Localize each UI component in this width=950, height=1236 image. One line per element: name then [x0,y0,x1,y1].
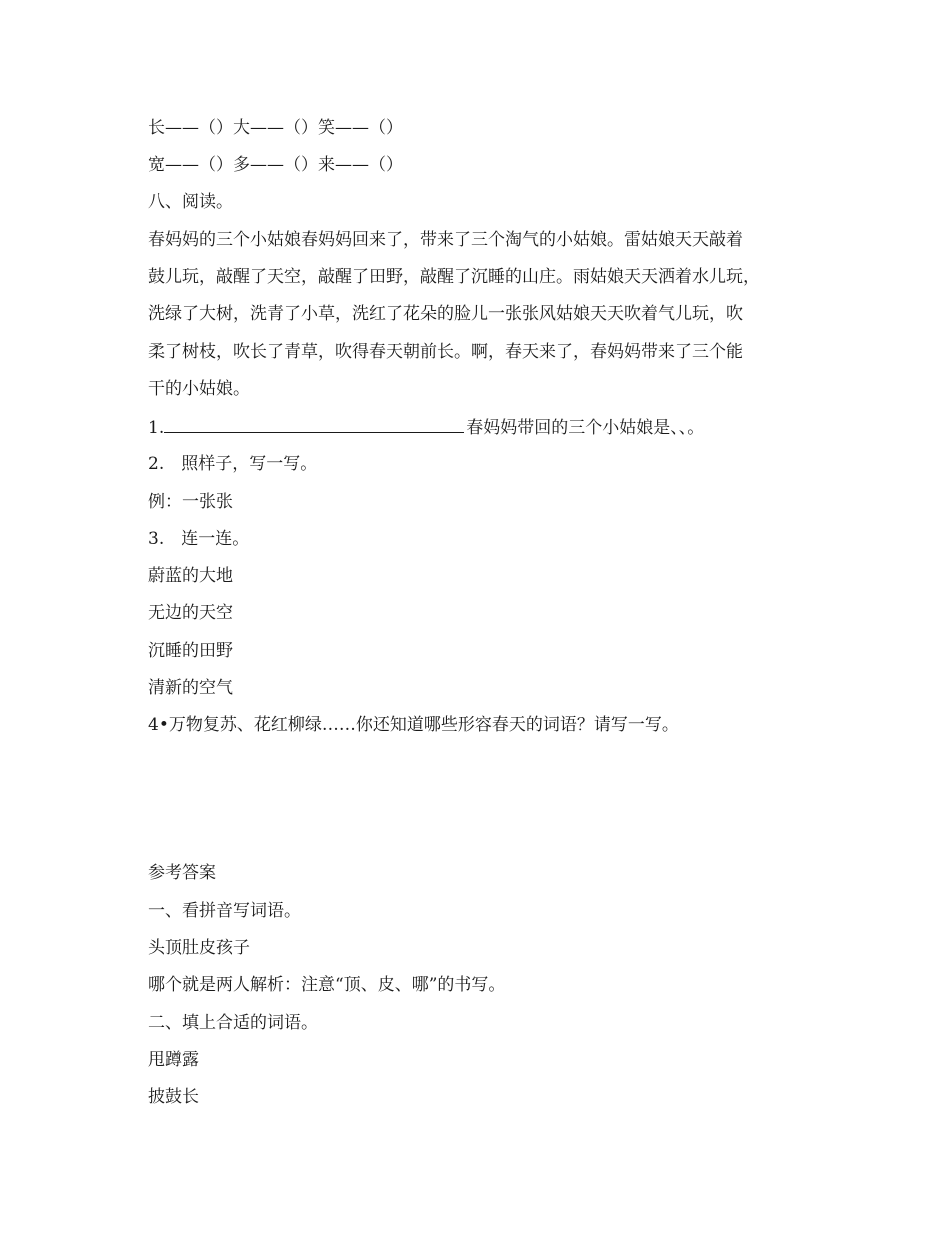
answer-blank[interactable] [164,415,464,433]
answers-heading: 参考答案 [148,863,216,883]
question-1 [148,415,704,440]
answers-part-2-line: 甩蹲露 [148,1050,199,1070]
question-4: 4•万物复苏、花红柳绿……你还知道哪些形容春天的词语？请写一写。 [148,715,679,735]
passage-line-4: 柔了树枝，吹长了青草，吹得春天朝前长。啊，春天来了，春妈妈带来了三个能 [148,342,743,362]
answers-part-2-line: 披鼓长 [148,1087,199,1107]
passage-line-2: 鼓儿玩，敲醒了天空，敲醒了田野，敲醒了沉睡的山庄。雨姑娘天天洒着水儿玩， [148,267,760,287]
question-1-text: 春妈妈带回的三个小姑娘是、、。 [466,418,705,438]
match-item: 清新的空气 [148,678,233,698]
answers-part-1-heading: 一、看拼音写词语。 [148,901,301,921]
question-3: 3. 连一连。 [148,529,250,549]
match-item: 沉睡的田野 [148,641,233,661]
match-item: 蔚蓝的大地 [148,566,233,586]
passage-line-1: 春妈妈的三个小姑娘春妈妈回来了，带来了三个淘气的小姑娘。雷姑娘天天敲着 [148,230,743,250]
question-1-number: 1. [148,418,165,438]
answers-part-1-line: 头顶肚皮孩子 [148,938,250,958]
match-item: 无边的天空 [148,603,233,623]
question-2: 2. 照样子，写一写。 [148,454,318,474]
answers-part-2-heading: 二、填上合适的词语。 [148,1013,318,1033]
answers-part-1-line: 哪个就是两人解析：注意“顶、皮、哪”的书写。 [148,975,506,995]
antonym-row-2: 宽——（）多——（）来——（） [148,155,403,175]
antonym-row-1: 长——（）大——（）笑——（） [148,118,403,138]
reading-heading: 八、阅读。 [148,192,233,212]
passage-line-5: 干的小姑娘。 [148,379,250,399]
question-2-example: 例：一张张 [148,492,233,512]
passage-line-3: 洗绿了大树，洗青了小草，洗红了花朵的脸儿一张张风姑娘天天吹着气儿玩，吹 [148,304,743,324]
